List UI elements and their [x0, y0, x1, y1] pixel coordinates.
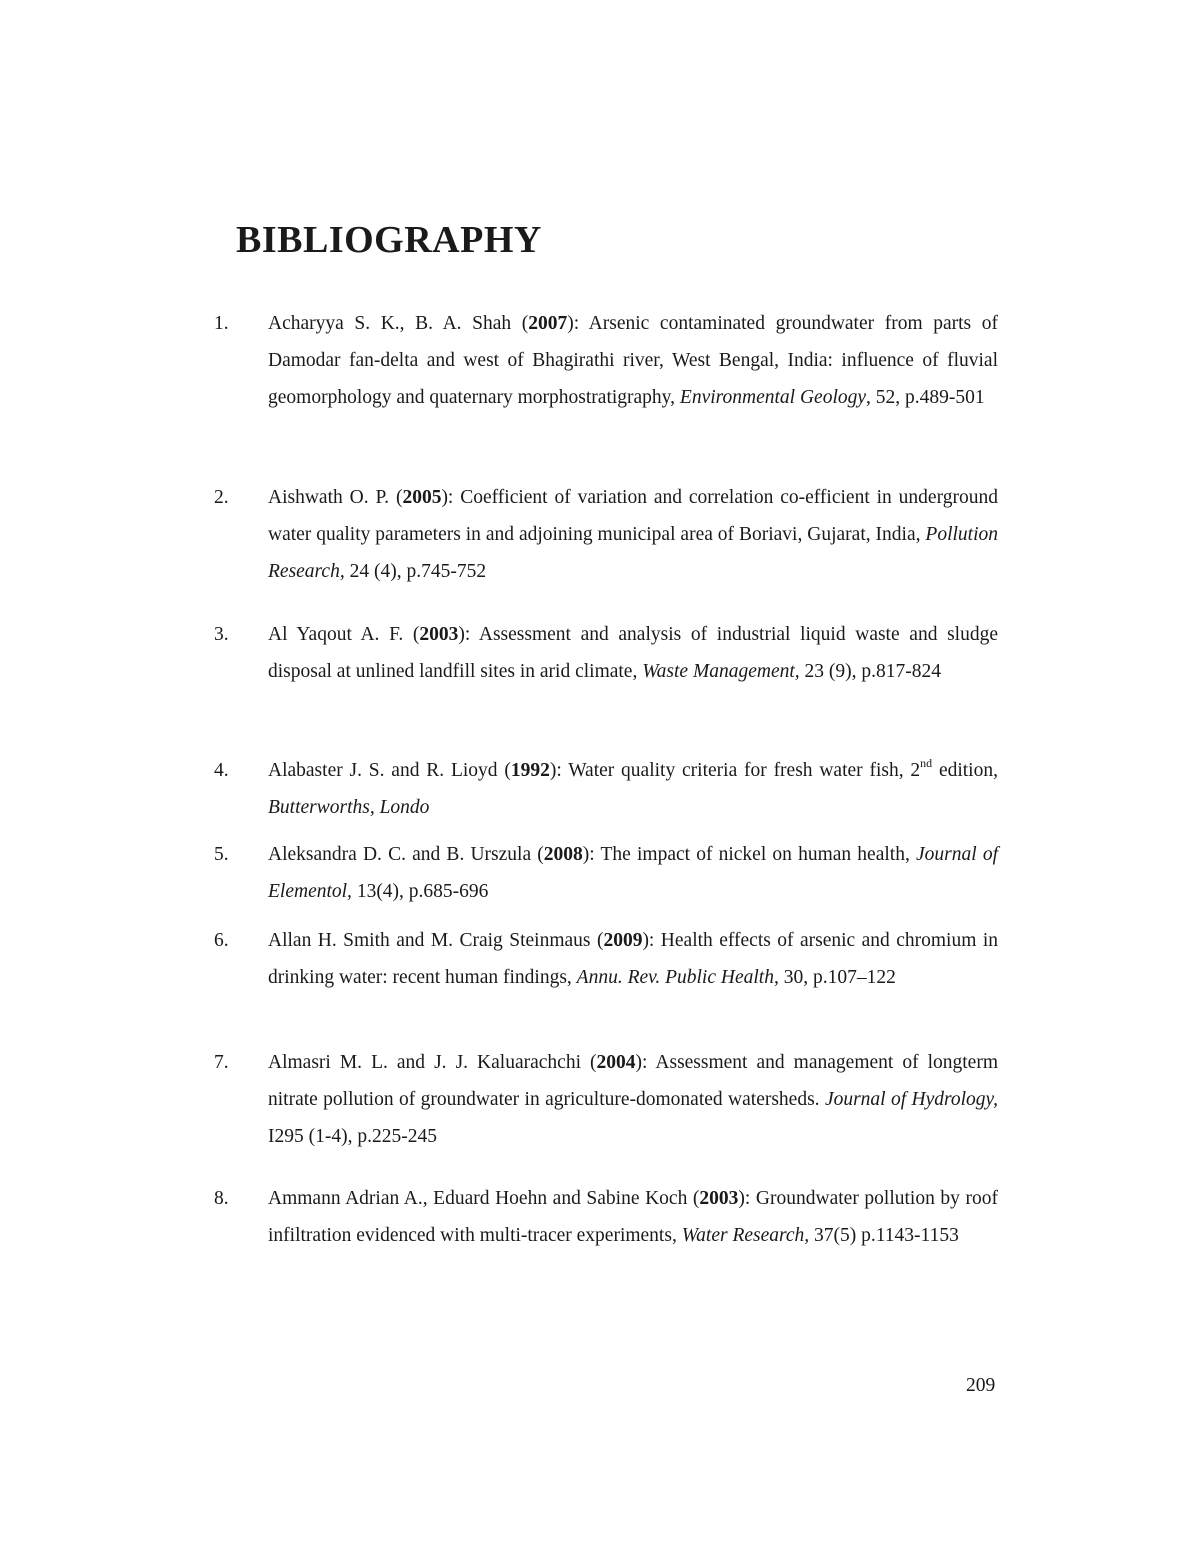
entry-journal: Environmental Geology: [679, 387, 867, 408]
entry-year: 2004: [596, 1052, 636, 1073]
entry-number: 2.: [214, 487, 229, 508]
entry-text: [268, 922, 998, 996]
entry-year: 2005: [402, 487, 442, 508]
entry-text: [268, 616, 998, 690]
entry-year: 2008: [543, 844, 583, 865]
entry-title: ): Assessment and management of longterm nitrate pollution of groundwater in agriculture-domonated watersheds.: [268, 1052, 999, 1110]
entry-text: [268, 836, 998, 910]
entry-text: [268, 479, 998, 590]
entry-year: 2007: [528, 313, 568, 334]
entry-text: [268, 752, 998, 826]
entry-title: ): Groundwater pollution by roof infiltration evidenced with multi-tracer experiments,: [268, 1188, 998, 1246]
entry-volume-pages: I295 (1-4), p.225-245: [268, 1126, 437, 1147]
entry-text: [268, 305, 998, 416]
entry-number: 1.: [214, 313, 229, 334]
entry-volume-pages: 37(5) p.1143-1153: [809, 1225, 959, 1246]
entry-journal: Annu. Rev. Public Health,: [576, 967, 779, 988]
page-number: 209: [966, 1375, 996, 1396]
entry-title: ): The impact of nickel on human health,: [582, 844, 916, 865]
entry-volume-pages: 23 (9), p.817-824: [799, 661, 941, 682]
entry-journal: Journal of Elementol,: [268, 844, 998, 902]
entry-superscript: nd: [920, 756, 933, 770]
entry-text: [268, 1044, 998, 1155]
entry-journal: Waste Management,: [642, 661, 800, 682]
entry-year: 2003: [699, 1188, 739, 1209]
entry-title: ): Water quality criteria for fresh water fish, 2: [549, 760, 921, 781]
entry-volume-pages: 30, p.107–122: [778, 967, 896, 988]
page-heading: BIBLIOGRAPHY: [236, 219, 542, 261]
entry-number: 3.: [214, 624, 229, 645]
entry-year: 2009: [603, 930, 643, 951]
entry-number: 4.: [214, 760, 229, 781]
entry-volume-pages: 24 (4), p.745-752: [344, 561, 487, 582]
entry-authors: Al Yaqout A. F. (: [268, 624, 420, 645]
entry-authors: Ammann Adrian A., Eduard Hoehn and Sabine Koch (: [268, 1188, 700, 1209]
entry-volume-pages: 13(4), p.685-696: [351, 881, 489, 902]
entry-journal: Water Research,: [681, 1225, 810, 1246]
entry-number: 7.: [214, 1052, 229, 1073]
entry-edition: edition,: [932, 760, 998, 781]
entry-number: 6.: [214, 930, 229, 951]
entry-year: 2003: [419, 624, 459, 645]
entry-authors: Aleksandra D. C. and B. Urszula (: [268, 844, 544, 865]
entry-journal: Journal of Hydrology,: [824, 1089, 998, 1110]
entry-authors: Aishwath O. P. (: [268, 487, 403, 508]
entry-title: ): Coefficient of variation and correlation co-efficient in underground water quality parameters in and adjoining municipal area of Boriavi, Gujarat, India,: [268, 487, 998, 545]
entry-authors: Acharyya S. K., B. A. Shah (: [268, 313, 529, 334]
entry-title: ): Arsenic contaminated groundwater from parts of Damodar fan-delta and west of Bhagirathi river, West Bengal, India: influence of fluvial geomorphology and quaternary morphostratigraphy,: [268, 313, 998, 408]
entry-text: [268, 1180, 998, 1254]
entry-title: ): Health effects of arsenic and chromium in drinking water: recent human findings,: [268, 930, 998, 988]
entry-journal: Butterworths, Londo: [268, 797, 430, 818]
entry-authors: Alabaster J. S. and R. Lioyd (: [268, 760, 511, 781]
entry-volume-pages: , 52, p.489-501: [866, 387, 985, 408]
entry-authors: Allan H. Smith and M. Craig Steinmaus (: [268, 930, 604, 951]
entry-authors: Almasri M. L. and J. J. Kaluarachchi (: [268, 1052, 597, 1073]
entry-year: 1992: [510, 760, 550, 781]
entry-number: 5.: [214, 844, 229, 865]
entry-title: ): Assessment and analysis of industrial liquid waste and sludge disposal at unlined landfill sites in arid climate,: [268, 624, 999, 682]
entry-journal: Pollution Research,: [268, 524, 998, 582]
entry-number: 8.: [214, 1188, 229, 1209]
